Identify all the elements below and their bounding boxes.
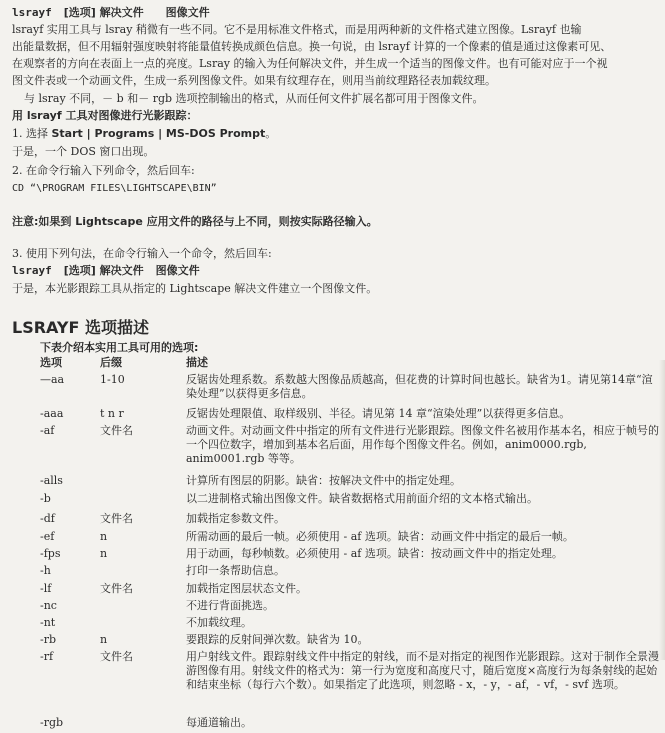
option-suffix: 文件名: [100, 424, 133, 437]
syntax-command: lsrayf: [12, 6, 52, 19]
intro-paragraph-line: 出能量数据，但不用辐射强度映射将能量值转换成颜色信息。换一句说，由 lsrayf 计算的一个像素的值是通过这像素可见、: [12, 40, 612, 53]
option-suffix: n: [100, 547, 108, 560]
syntax-options: [选项]: [63, 6, 96, 19]
header-suffix: 后缀: [100, 356, 122, 369]
syntax-line: [12, 6, 210, 20]
option-name: -alls: [40, 474, 63, 487]
section-title: LSRAYF 选项描述: [12, 318, 149, 337]
option-name: -b: [40, 492, 51, 505]
step-3-result: 于是，本光影跟踪工具从指定的 Lightscape 解决文件建立一个图像文件。: [12, 282, 378, 295]
option-description: 加载指定图层状态文件。: [186, 582, 307, 595]
option-description: 以二进制格式输出图像文件。缺省数据格式用前面介绍的文本格式输出。: [186, 492, 538, 505]
option-description: 反锯齿处理限值、取样级别、半径。请见第 14 章“渲染处理”以获得更多信息。: [186, 407, 571, 420]
cd-command: CD “\PROGRAM FILES\LIGHTSCAPE\BIN”: [12, 183, 217, 194]
page-edge-shadow: [659, 360, 665, 660]
option-name: -lf: [40, 582, 52, 595]
option-suffix: 文件名: [100, 582, 133, 595]
option-name: -rb: [40, 633, 57, 646]
procedure-heading: 用 lsrayf 工具对图像进行光影跟踪：: [12, 109, 198, 122]
option-description: 动画文件。对动画文件中指定的所有文件进行光影跟踪。图像文件名被用作基本名，相应于帧号的一个四位数字，增加到基本名后面，用作每个图像文件名。例如，anim0000.rgb, anim0001.rgb 等等。: [186, 424, 659, 465]
option-name: -fps: [40, 547, 61, 560]
intro-paragraph-line: 在观察者的方向在表面上一点的亮度。Lsray 的输入为任何解决文件，并生成一个适当的图像文件。也有可能对应于一个视: [12, 57, 608, 70]
option-description: 所需动画的最后一帧。必须使用 - af 选项。缺省：动画文件中指定的最后一帧。: [186, 530, 574, 543]
option-description: 不加载纹理。: [186, 616, 252, 629]
format-paragraph: 与 lsray 不同，－ b 和－ rgb 选项控制输出的格式，从而任何文件扩展名都可用于图像文件。: [24, 92, 484, 105]
step-3: 3. 使用下列句法，在命令行输入一个命令，然后回车:: [12, 247, 272, 260]
step-1: 1. 选择 Start | Programs | MS-DOS Prompt。: [12, 127, 277, 140]
option-description: 用于动画，每秒帧数。必须使用 - af 选项。缺省：按动画文件中的指定处理。: [186, 547, 563, 560]
option-suffix: 1-10: [100, 373, 125, 386]
header-description: 描述: [186, 356, 208, 369]
path-note: 注意:如果到 Lightscape 应用文件的路径与上不同，则按实际路径输入。: [12, 215, 378, 228]
option-description: 打印一条帮助信息。: [186, 564, 285, 577]
syntax-solution-file: 解决文件: [99, 6, 144, 19]
option-description: 用户射线文件。跟踪射线文件中指定的射线，而不是对指定的视图作光影跟踪。这对于制作全景漫游图像有用。射线文件的格式为：第一行为宽度和高度尺寸，随后宽度×高度行为每条射线的起始和结束坐标（每行六个数）。如果指定了此选项，则忽略 - x，- y，- af，- vf，- svf 选项。: [186, 650, 659, 691]
option-description: 加载指定参数文件。: [186, 512, 285, 525]
option-suffix: n: [100, 530, 108, 543]
option-description: 不进行背面挑选。: [186, 599, 274, 612]
option-name: -rgb: [40, 716, 64, 729]
syntax-image-file: 图像文件: [165, 6, 210, 19]
option-name: -h: [40, 564, 51, 577]
option-suffix: 文件名: [100, 650, 133, 663]
option-name: -aaa: [40, 407, 64, 420]
step-2: 2. 在命令行输入下列命令，然后回车:: [12, 164, 195, 177]
option-suffix: 文件名: [100, 512, 133, 525]
option-name: -nt: [40, 616, 56, 629]
step-3-syntax: lsrayf [选项] 解决文件 图像文件: [12, 264, 200, 277]
option-description: 每通道输出。: [186, 716, 252, 729]
intro-paragraph-line: 图文件表或一个动画文件，生成一系列图像文件。如果有纹理存在，则用当前纹理路径表加载纹理。: [12, 74, 496, 87]
option-description: 反锯齿处理系数。系数越大图像品质越高，但花费的计算时间也越长。缺省为1。请见第14章“渲染处理”以获得更多信息。: [186, 373, 653, 400]
option-suffix: t n r: [100, 407, 124, 420]
option-name: -rf: [40, 650, 54, 663]
intro-paragraph-line: lsrayf 实用工具与 lsray 稍微有一些不同。它不是用标准文件格式，而是用两种新的文件格式建立图像。Lsrayf 也输: [12, 23, 582, 36]
option-suffix: n: [100, 633, 108, 646]
option-description: 计算所有图层的阴影。缺省：按解决文件中的指定处理。: [186, 474, 461, 487]
table-lead: 下表介绍本实用工具可用的选项:: [40, 341, 199, 354]
option-name: -af: [40, 424, 55, 437]
header-option: 选项: [40, 356, 62, 369]
option-description: 要跟踪的反射间弹次数。缺省为 10。: [186, 633, 369, 646]
option-name: -nc: [40, 599, 57, 612]
menu-path: Start | Programs | MS-DOS Prompt: [51, 127, 266, 140]
step-1-result: 于是，一个 DOS 窗口出现。: [12, 145, 155, 158]
option-name: -df: [40, 512, 55, 525]
option-name: —aa: [40, 373, 65, 386]
option-name: -ef: [40, 530, 55, 543]
